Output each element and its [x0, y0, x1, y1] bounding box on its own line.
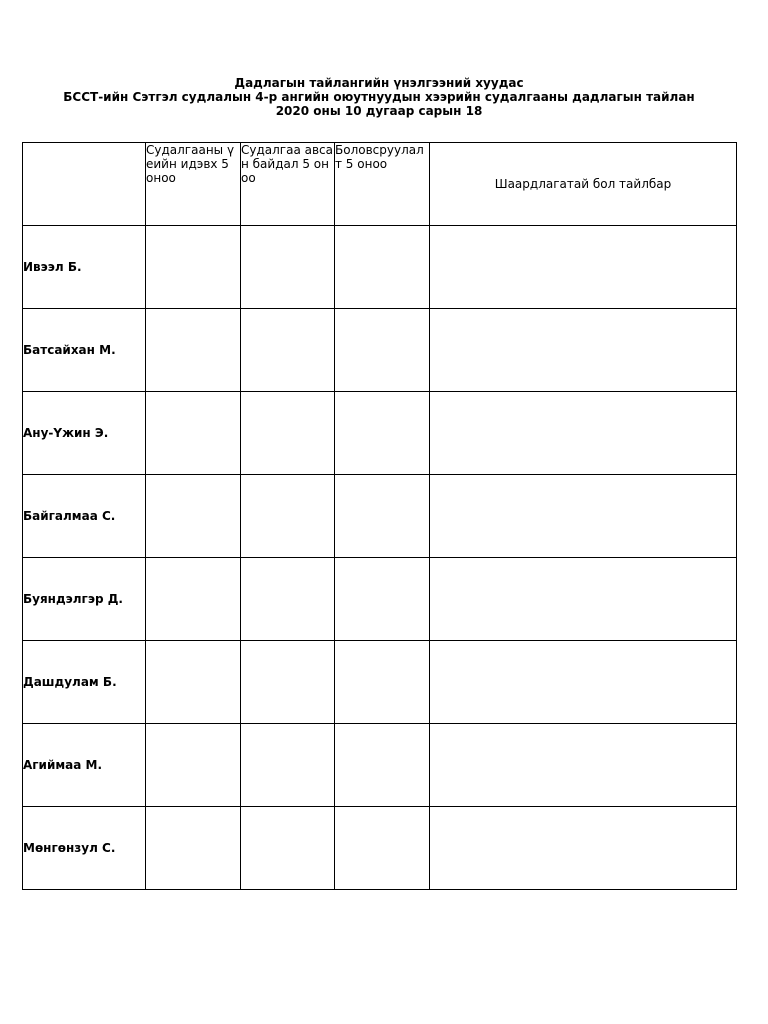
evaluation-table: [22, 142, 737, 890]
score-cell-processing[interactable]: [335, 641, 430, 724]
score-cell-data-collection[interactable]: [241, 807, 335, 890]
header-cell-comment: Шаардлагатай бол тайлбар: [430, 143, 737, 226]
student-name: Ану-Үжин Э.: [23, 392, 146, 475]
score-cell-data-collection[interactable]: [241, 724, 335, 807]
score-cell-processing[interactable]: [335, 724, 430, 807]
comment-cell[interactable]: [430, 475, 737, 558]
comment-cell[interactable]: [430, 807, 737, 890]
score-cell-processing[interactable]: [335, 309, 430, 392]
comment-cell[interactable]: [430, 392, 737, 475]
score-cell-activity[interactable]: [146, 641, 241, 724]
score-cell-activity[interactable]: [146, 309, 241, 392]
score-cell-activity[interactable]: [146, 807, 241, 890]
score-cell-processing[interactable]: [335, 226, 430, 309]
score-cell-activity[interactable]: [146, 475, 241, 558]
comment-cell[interactable]: [430, 226, 737, 309]
student-name: Батсайхан М.: [23, 309, 146, 392]
score-cell-activity[interactable]: [146, 558, 241, 641]
table-row: [23, 641, 737, 724]
document-date: 2020 оны 10 дугаар сарын 18: [275, 104, 483, 118]
score-cell-data-collection[interactable]: [241, 558, 335, 641]
table-header-row: [23, 143, 737, 226]
score-cell-activity[interactable]: [146, 724, 241, 807]
comment-cell[interactable]: [430, 309, 737, 392]
table-row: [23, 309, 737, 392]
header-cell-activity: Судалгааны үеийн идэвх 5 оноо: [146, 143, 241, 226]
score-cell-processing[interactable]: [335, 392, 430, 475]
table-row: [23, 724, 737, 807]
score-cell-activity[interactable]: [146, 226, 241, 309]
score-cell-processing[interactable]: [335, 558, 430, 641]
score-cell-processing[interactable]: [335, 807, 430, 890]
comment-cell[interactable]: [430, 724, 737, 807]
score-cell-processing[interactable]: [335, 475, 430, 558]
student-name: Дашдулам Б.: [23, 641, 146, 724]
document-subtitle: БССТ-ийн Сэтгэл судлалын 4-р ангийн оюутнуудын хээрийн судалгааны дадлагын тайлан: [63, 90, 695, 104]
score-cell-data-collection[interactable]: [241, 226, 335, 309]
table-row: [23, 807, 737, 890]
score-cell-activity[interactable]: [146, 392, 241, 475]
score-cell-data-collection[interactable]: [241, 309, 335, 392]
student-name: Буяндэлгэр Д.: [23, 558, 146, 641]
document-title: Дадлагын тайлангийн үнэлгээний хуудас: [234, 76, 524, 90]
score-cell-data-collection[interactable]: [241, 641, 335, 724]
header-cell-processing: Боловсруулалт 5 оноо: [335, 143, 430, 226]
table-row: [23, 475, 737, 558]
student-name: Байгалмаа С.: [23, 475, 146, 558]
student-name: Агиймаа М.: [23, 724, 146, 807]
student-name: Ивээл Б.: [23, 226, 146, 309]
student-name: Мөнгөнзул С.: [23, 807, 146, 890]
table-row: [23, 392, 737, 475]
score-cell-data-collection[interactable]: [241, 392, 335, 475]
comment-cell[interactable]: [430, 558, 737, 641]
comment-cell[interactable]: [430, 641, 737, 724]
table-row: [23, 226, 737, 309]
score-cell-data-collection[interactable]: [241, 475, 335, 558]
table-row: [23, 558, 737, 641]
header-cell-data-collection: Судалгаа авсан байдал 5 оноо: [241, 143, 335, 226]
document-header: [0, 76, 758, 118]
header-cell-blank: [23, 143, 146, 226]
